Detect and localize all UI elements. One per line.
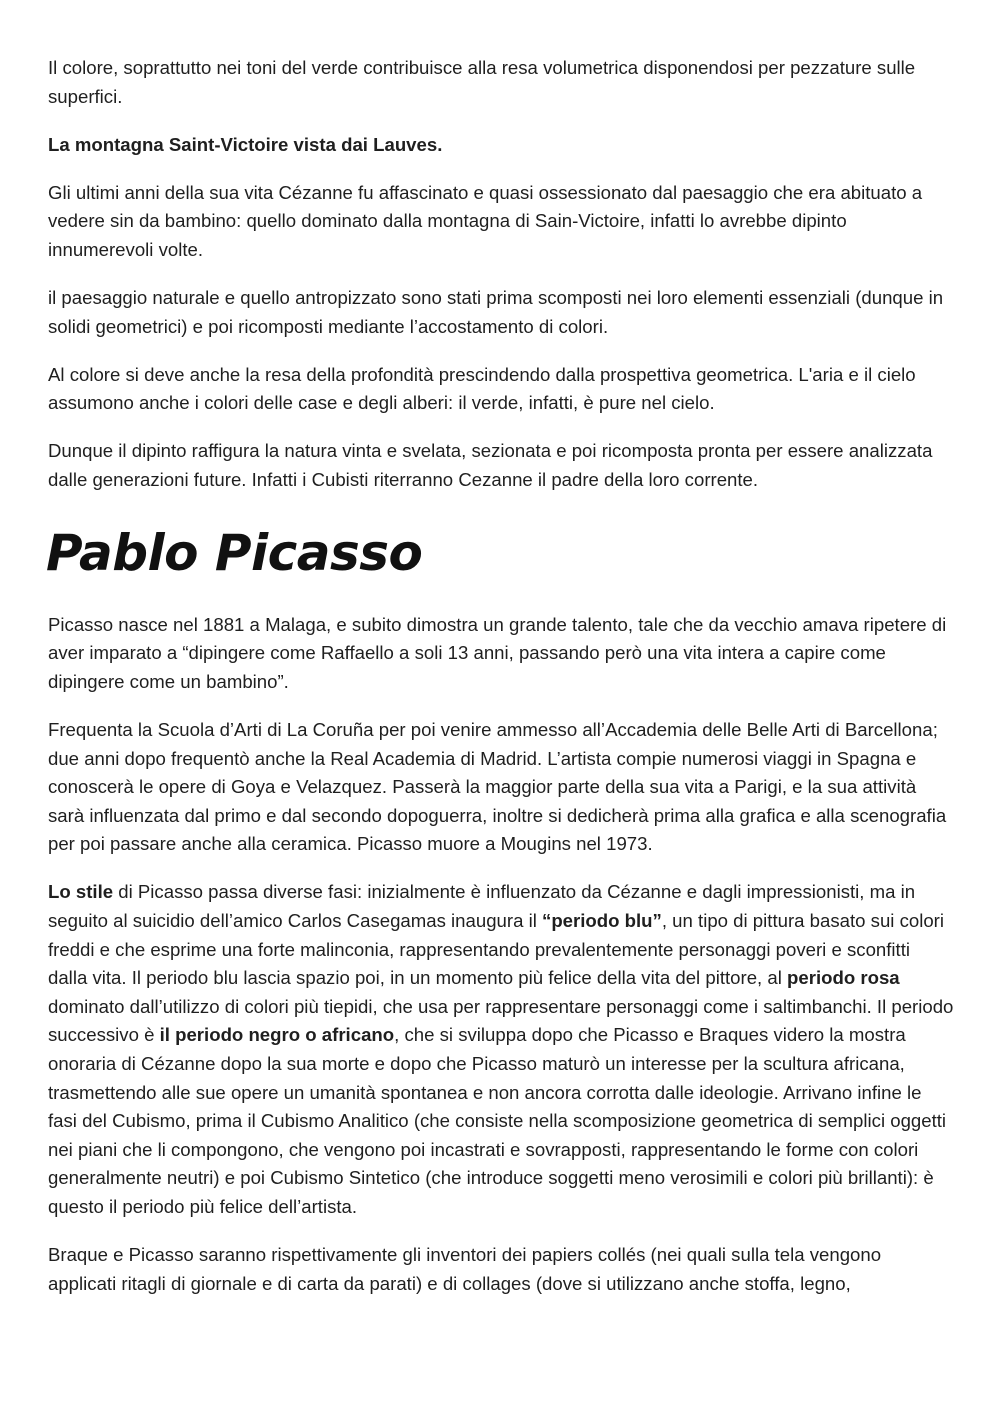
- text-stile-1: di Picasso passa diverse fasi: inizialmente è influenzato da Cézanne e dagli impressionisti, ma in seguito al suicidio dell’amico Carlos Casegamas inaugura il: [48, 881, 916, 931]
- bold-periodo-negro: il periodo negro o africano: [159, 1024, 395, 1046]
- paragraph-profondita: Al colore si deve anche la resa della profondità prescindendo dalla prospettiva geometrica. L'aria e il cielo assumono anche i colori delle case e degli alberi: il verde, infatti, è pure nel cielo.: [48, 363, 916, 414]
- paragraph-papiers-colles: Braque e Picasso saranno rispettivamente gli inventori dei papiers collés (nei quali sulla tela vengono applicati ritagli di giornale e di carta da parati) e di collages (dove si utilizzano anche stoffa, legno,: [48, 1244, 882, 1294]
- bold-periodo-blu: “periodo blu”: [542, 909, 662, 931]
- bold-periodo-rosa: periodo rosa: [787, 967, 900, 989]
- paragraph-formazione: Frequenta la Scuola d’Arti di La Coruña per poi venire ammesso all’Accademia delle Belle Arti di Barcellona; due anni dopo frequentò anche la Real Academia di Madrid. L’artista compie numerosi viaggi in Spagna e conoscerà le opere di Goya e Velazquez. Passerà la maggior parte della sua vita a Parigi, e la sua attività sarà influenzata dal primo e dal secondo dopoguerra, inoltre si dedicherà prima alla grafica e alla scenografia per poi passare anche alla ceramica. Picasso muore a Mougins nel 1973.: [48, 718, 947, 855]
- bold-lo-stile: Lo stile: [48, 881, 114, 903]
- text-stile-4: , che si sviluppa dopo che Picasso e Braques videro la mostra onoraria di Cézanne dopo la sua morte e dopo che Picasso maturò un interesse per la scultura africana, trasmettendo alle sue opere un umanità spontanea e non ancora corrotta dalle ideologie. Arrivano infine le fasi del Cubismo, prima il Cubismo Analitico (che consiste nella scomposizione geometrica di semplici oggetti nei piani che li compongono, che vengono poi incastrati e sovrapposti, rappresentando le forme con colori generalmente neutri) e poi Cubismo Sintetico (che introduce soggetti meno verosimili e colori più brillanti): è questo il periodo più felice dell’artista.: [48, 1024, 947, 1217]
- paragraph-ultimi-anni: Gli ultimi anni della sua vita Cézanne fu affascinato e quasi ossessionato dal paesaggio che era abituato a vedere sin da bambino: quello dominato dalla montagna di Sain-Victoire, infatti lo avrebbe dipinto innumerevoli volte.: [48, 181, 923, 260]
- subheading-saint-victoire: La montagna Saint-Victoire vista dai Lauves.: [48, 133, 443, 155]
- paragraph-nascita: Picasso nasce nel 1881 a Malaga, e subito dimostra un grande talento, tale che da vecchio amava ripetere di aver imparato a “dipingere come Raffaello a soli 13 anni, passando però una vita intera a capire come dipingere come un bambino”.: [48, 613, 947, 692]
- text-stile-3: dominato dall’utilizzo di colori più tiepidi, che usa per rappresentare personaggi come i saltimbanchi. Il periodo successivo è: [48, 995, 954, 1046]
- heading-pablo-picasso: Pablo Picasso: [46, 523, 423, 582]
- paragraph-paesaggio: il paesaggio naturale e quello antropizzato sono stati prima scomposti nei loro elementi essenziali (dunque in solidi geometrici) e poi ricomposti mediante l’accostamento di colori.: [48, 287, 944, 337]
- paragraph-colore: Il colore, soprattutto nei toni del verde contribuisce alla resa volumetrica disponendosi per pezzature sulle superfici.: [48, 57, 916, 107]
- paragraph-dipinto: Dunque il dipinto raffigura la natura vinta e svelata, sezionata e poi ricomposta pronta per essere analizzata dalle generazioni future. Infatti i Cubisti riterranno Cezanne il padre della loro corrente.: [48, 440, 933, 491]
- document-page: [48, 54, 954, 1318]
- text-stile-2: , un tipo di pittura basato sui colori freddi e che esprime una forte malinconia, rappresentando prevalentemente personaggi poveri e sconfitti dalla vita. Il periodo blu lascia spazio poi, in un momento più felice della vita del pittore, al: [48, 909, 945, 989]
- paragraph-stile: [48, 878, 954, 1221]
